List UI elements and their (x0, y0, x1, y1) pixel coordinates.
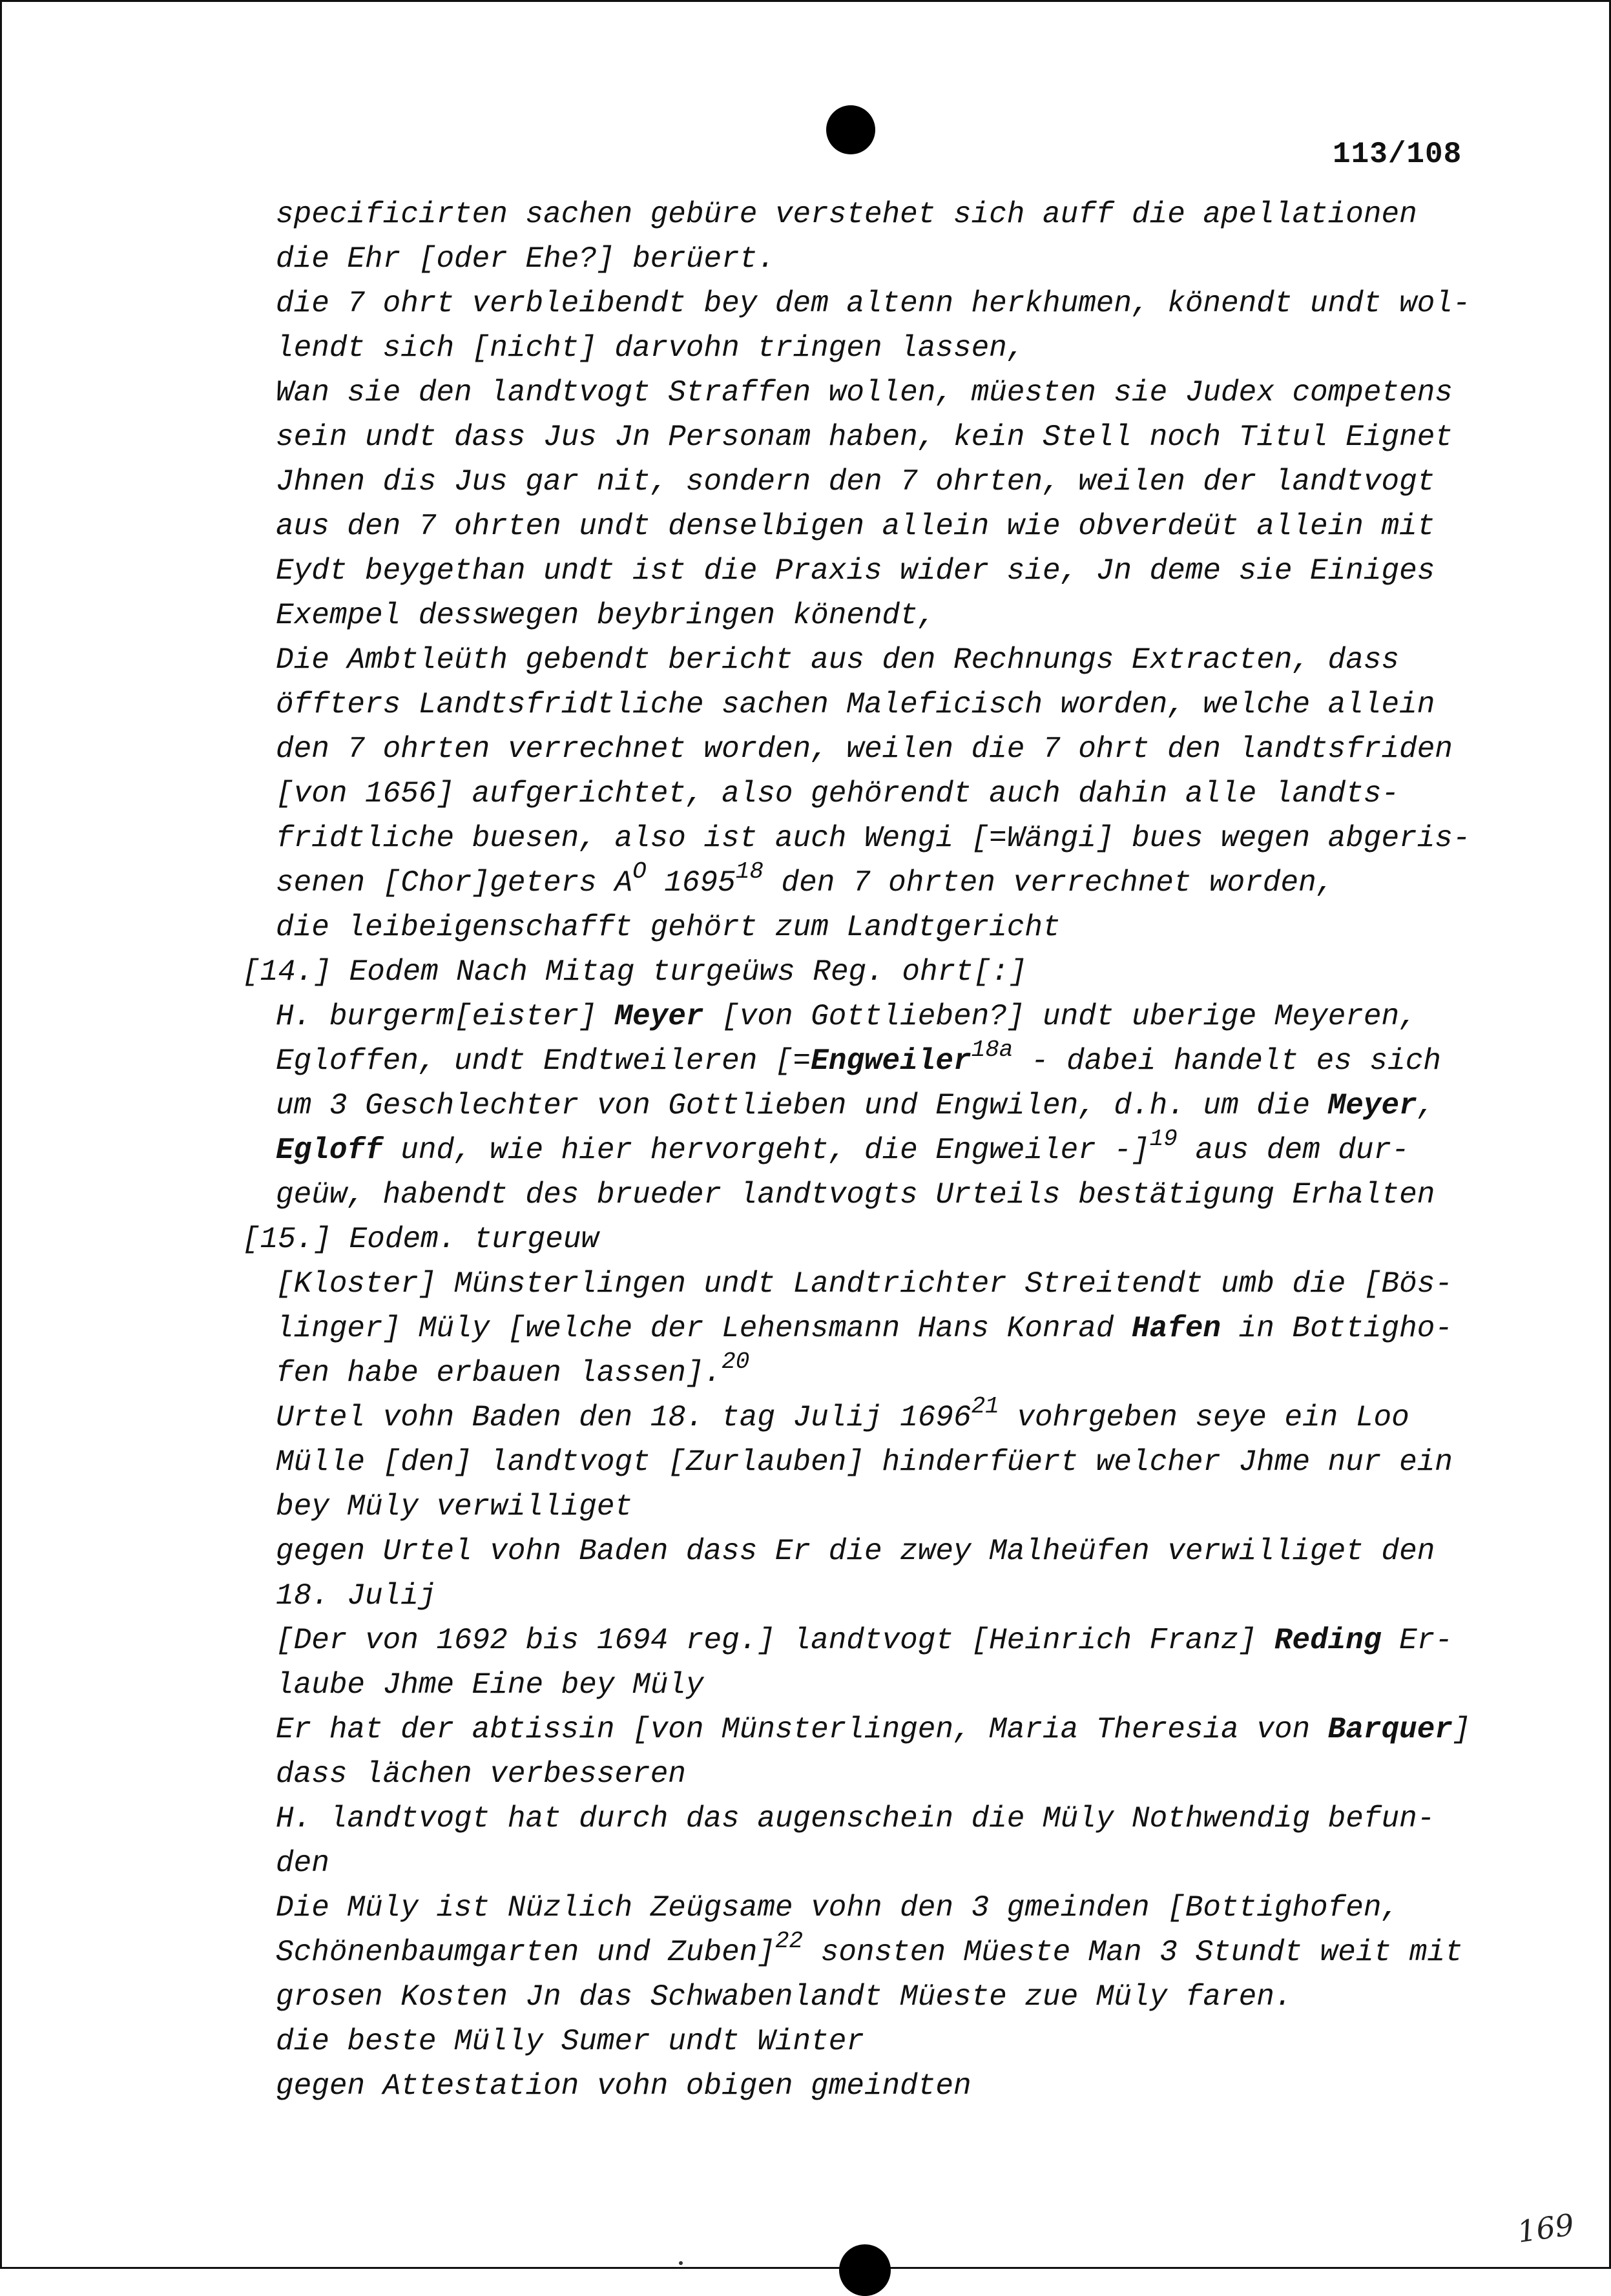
bold-name: Barquer (1327, 1713, 1453, 1746)
text-line: specificirten sachen gebüre verstehet sich auff die apellationen (276, 198, 1417, 231)
text-span: sonsten Müeste Man 3 Stundt weit mit (803, 1936, 1463, 1969)
text-span: Schönenbaumgarten und Zuben] (276, 1936, 775, 1969)
text-line: Exempel desswegen beybringen könendt, (276, 599, 936, 632)
text-span: fen habe erbauen lassen]. (276, 1356, 722, 1390)
speck-mark (679, 2261, 683, 2265)
text-line: geüw, habendt des brueder landtvogts Urteils bestätigung Erhalten (276, 1178, 1435, 1212)
bold-name: Reding (1274, 1624, 1382, 1657)
bold-name: Hafen (1132, 1312, 1221, 1345)
text-line: Die Ambtleüth gebendt bericht aus den Rechnungs Extracten, dass (276, 643, 1400, 677)
text-line (276, 1036, 1441, 1078)
text-span: Urtel vohn Baden den 18. tag Julij 1696 (276, 1401, 972, 1434)
text-line: bey Müly verwilliget (276, 1490, 633, 1524)
text-span: , (1417, 1089, 1435, 1122)
text-line: H. landtvogt hat durch das augenschein die Müly Nothwendig befun- (276, 1802, 1435, 1836)
text-line: lendt sich [nicht] darvohn tringen lassen, (276, 331, 1025, 365)
text-line: laube Jhme Eine bey Müly (276, 1668, 704, 1702)
text-line: den (276, 1846, 329, 1880)
text-line: fridtliche buesen, also ist auch Wengi [=Wängi] bues wegen abgeris- (276, 822, 1471, 855)
text-line: Die Müly ist Nüzlich Zeügsame vohn den 3 gmeinden [Bottighofen, (276, 1891, 1400, 1925)
text-span: Er- (1381, 1624, 1453, 1657)
text-span: um 3 Geschlechter von Gottlieben und Engwilen, d.h. um die (276, 1089, 1328, 1122)
text-span: vohrgeben seye ein Loo (999, 1401, 1409, 1434)
page-number: 113/108 (1333, 138, 1462, 171)
bold-name: Egloff (276, 1133, 383, 1167)
text-span: senen [Chor]geters A (276, 866, 633, 900)
text-line: die Ehr [oder Ehe?] berüert. (276, 242, 775, 276)
punch-hole-top (826, 105, 875, 154)
text-line (276, 1314, 1453, 1343)
footnote-ref: 22 (774, 1927, 804, 1954)
text-span: [von Gottlieben?] undt uberige Meyeren, (703, 1000, 1417, 1033)
text-line (276, 1715, 1471, 1744)
text-span: in Bottigho- (1221, 1312, 1453, 1345)
text-span: Egloffen, undt Endtweileren [= (276, 1044, 811, 1078)
text-span: und, wie hier hervorgeht, die Engweiler -] (382, 1133, 1150, 1167)
bold-name: Engweiler (811, 1044, 972, 1078)
text-line: Eydt beygethan undt ist die Praxis wider sie, Jn deme sie Einiges (276, 554, 1435, 588)
footnote-ref: 18 (735, 858, 764, 885)
text-line (276, 1927, 1463, 1969)
text-line (276, 1626, 1453, 1655)
text-span: Er hat der abtissin [von Münsterlingen, Maria Theresia von (276, 1713, 1328, 1746)
text-line (276, 1002, 1417, 1031)
text-span: [Der von 1692 bis 1694 reg.] landtvogt [Heinrich Franz] (276, 1624, 1274, 1657)
text-line (276, 858, 1335, 900)
text-line: Jhnen dis Jus gar nit, sondern den 7 ohrten, weilen der landtvogt (276, 465, 1435, 499)
text-line: die 7 ohrt verbleibendt bey dem altenn herkhumen, könendt undt wol- (276, 287, 1471, 320)
text-line: die leibeigenschafft gehört zum Landtgericht (276, 911, 1061, 944)
text-line (276, 1392, 1409, 1434)
text-line: aus den 7 ohrten undt denselbigen allein wie obverdeüt allein mit (276, 510, 1435, 543)
superscript: O (632, 858, 647, 885)
text-line: [von 1656] aufgerichtet, also gehörendt auch dahin alle landts- (276, 777, 1400, 811)
text-line: grosen Kosten Jn das Schwabenlandt Müeste zue Müly faren. (276, 1980, 1293, 2014)
section-heading-14: [14.] Eodem Nach Mitag turgeüws Reg. ohrt[:] (242, 955, 1027, 989)
footnote-ref: 19 (1149, 1125, 1178, 1152)
text-span: 1695 (646, 866, 736, 900)
text-span: H. burgerm[eister] (276, 1000, 615, 1033)
footnote-ref: 18a (971, 1036, 1013, 1063)
text-line: dass lächen verbesseren (276, 1757, 686, 1791)
footnote-ref: 20 (722, 1348, 750, 1375)
text-line: gegen Urtel vohn Baden dass Er die zwey Malheüfen verwilliget den (276, 1535, 1435, 1568)
text-line: gegen Attestation vohn obigen gmeindten (276, 2069, 972, 2103)
text-line: den 7 ohrten verrechnet worden, weilen die 7 ohrt den landtsfriden (276, 732, 1453, 766)
text-line: die beste Mülly Sumer undt Winter (276, 2025, 864, 2058)
bold-name: Meyer (1327, 1089, 1417, 1122)
text-line (276, 1091, 1435, 1121)
text-line: 18. Julij (276, 1579, 437, 1613)
section-heading-15: [15.] Eodem. turgeuw (242, 1223, 599, 1256)
text-span: aus dem dur- (1177, 1133, 1409, 1167)
text-span: ] (1452, 1713, 1471, 1746)
text-line: öffters Landtsfridtliche sachen Maleficisch worden, welche allein (276, 688, 1435, 721)
handwritten-folio-number: 169 (1515, 2207, 1577, 2249)
bold-name: Meyer (614, 1000, 704, 1033)
text-line: Wan sie den landtvogt Straffen wollen, müesten sie Judex competens (276, 376, 1453, 409)
text-line: Mülle [den] landtvogt [Zurlauben] hinderfüert welcher Jhme nur ein (276, 1445, 1453, 1479)
text-line (276, 1348, 750, 1390)
text-line: sein undt dass Jus Jn Personam haben, kein Stell noch Titul Eignet (276, 420, 1453, 454)
text-line: [Kloster] Münsterlingen undt Landtrichter Streitendt umb die [Bös- (276, 1267, 1453, 1301)
punch-hole-bottom (839, 2244, 891, 2296)
text-span: - dabei handelt es sich (1013, 1044, 1441, 1078)
text-span: linger] Müly [welche der Lehensmann Hans Konrad (276, 1312, 1132, 1345)
text-span: den 7 ohrten verrechnet worden, (763, 866, 1335, 900)
footnote-ref: 21 (971, 1392, 999, 1420)
text-line (276, 1125, 1409, 1167)
